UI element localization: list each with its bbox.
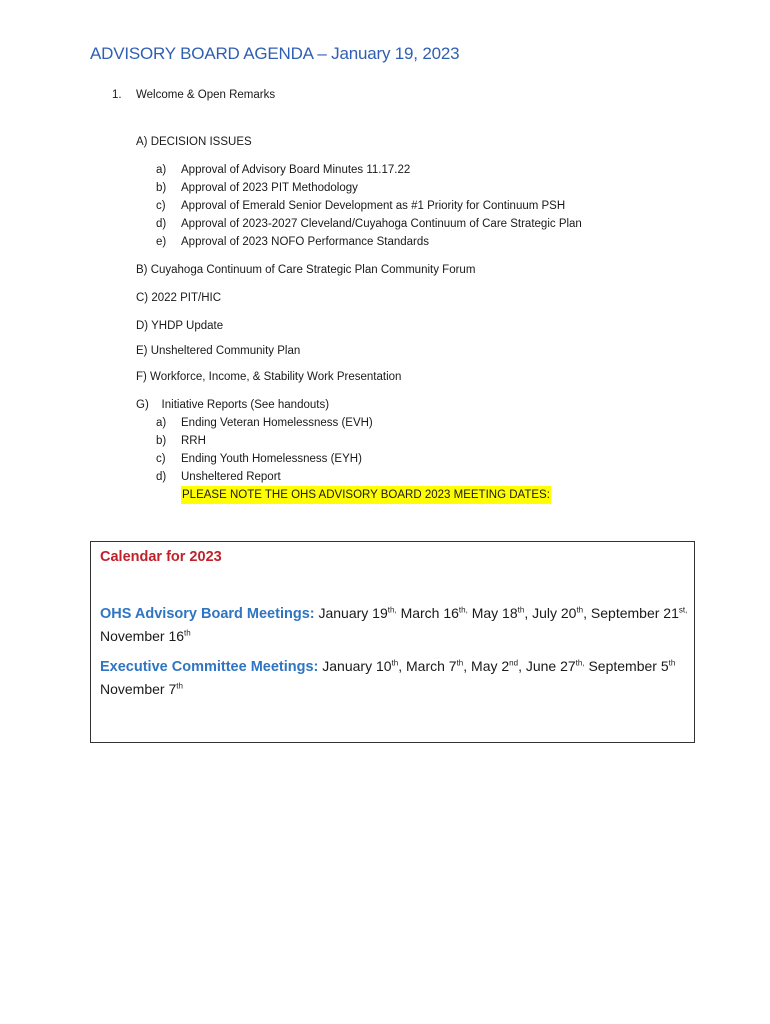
meeting-date: June $27^{th,}$	[525, 658, 585, 674]
list-text: Ending Veteran Homelessness (EVH)	[181, 417, 373, 429]
list-text: Ending Youth Homelessness (EYH)	[181, 453, 362, 465]
section-e: E) Unsheltered Community Plan	[136, 345, 301, 357]
section-b: B) Cuyahoga Continuum of Care Strategic Plan Community Forum	[136, 264, 476, 276]
list-letter: e)	[156, 236, 167, 248]
list-letter: a)	[156, 417, 167, 429]
meeting-date: May 18th,	[471, 605, 529, 621]
list-text: Approval of Emerald Senior Development as #1 Priority for Continuum PSH	[181, 200, 566, 212]
list-letter: c)	[156, 453, 166, 465]
meeting-date: January 10th,	[322, 658, 403, 674]
decision-issues-list	[156, 161, 582, 251]
agenda-title: ADVISORY BOARD AGENDA – January 19, 2023	[90, 44, 460, 63]
list-item	[156, 450, 373, 468]
decision-issues-heading: A) DECISION ISSUES	[136, 136, 252, 148]
calendar-title: Calendar for 2023	[100, 549, 222, 565]
list-item	[156, 215, 582, 233]
item-number: 1.	[112, 89, 122, 101]
list-letter: b)	[156, 182, 167, 194]
welcome-item: Welcome & Open Remarks	[136, 89, 276, 101]
list-item	[156, 197, 582, 215]
meeting-date: July 20th,	[532, 605, 588, 621]
section-d: D) YHDP Update	[136, 320, 224, 332]
calendar-box	[90, 541, 695, 743]
meeting-date: January $19^{th,}$	[318, 605, 397, 621]
meeting-date: September 5th	[588, 658, 676, 674]
list-item	[156, 414, 373, 432]
list-letter: b)	[156, 435, 167, 447]
section-f: F) Workforce, Income, & Stability Work Presentation	[136, 371, 402, 383]
list-text: Approval of Advisory Board Minutes 11.17.22	[181, 164, 411, 176]
list-text: Approval of 2023 PIT Methodology	[181, 182, 358, 194]
list-letter: a)	[156, 164, 167, 176]
meeting-date: March $16^{th,}$	[400, 605, 468, 621]
meeting-date: September $21^{st,}$	[590, 605, 688, 621]
section-c: C) 2022 PIT/HIC	[136, 292, 221, 304]
list-item	[156, 233, 582, 251]
list-text: RRH	[181, 435, 206, 447]
list-letter: c)	[156, 200, 166, 212]
list-text: Unsheltered Report	[181, 471, 281, 483]
meeting-date: November 16th	[100, 628, 191, 644]
meeting-date: May 2nd,	[471, 658, 522, 674]
meeting-date: March 7th,	[406, 658, 468, 674]
initiative-reports-list	[156, 414, 373, 486]
list-item	[156, 468, 373, 486]
list-item	[156, 432, 373, 450]
list-item	[156, 161, 582, 179]
executive-meetings-label: Executive Committee Meetings:	[100, 659, 319, 675]
meeting-date: November 7th	[100, 681, 183, 697]
executive-meetings-line	[100, 655, 690, 700]
advisory-meetings-label: OHS Advisory Board Meetings:	[100, 606, 315, 622]
section-g: G) Initiative Reports (See handouts)	[136, 399, 330, 411]
advisory-meetings-line	[100, 602, 690, 647]
list-letter: d)	[156, 218, 167, 230]
list-letter: d)	[156, 471, 167, 483]
list-item	[156, 179, 582, 197]
list-text: Approval of 2023-2027 Cleveland/Cuyahoga Continuum of Care Strategic Plan	[181, 218, 582, 230]
list-text: Approval of 2023 NOFO Performance Standards	[181, 236, 430, 248]
meeting-dates-note: PLEASE NOTE THE OHS ADVISORY BOARD 2023 MEETING DATES:	[181, 486, 551, 504]
